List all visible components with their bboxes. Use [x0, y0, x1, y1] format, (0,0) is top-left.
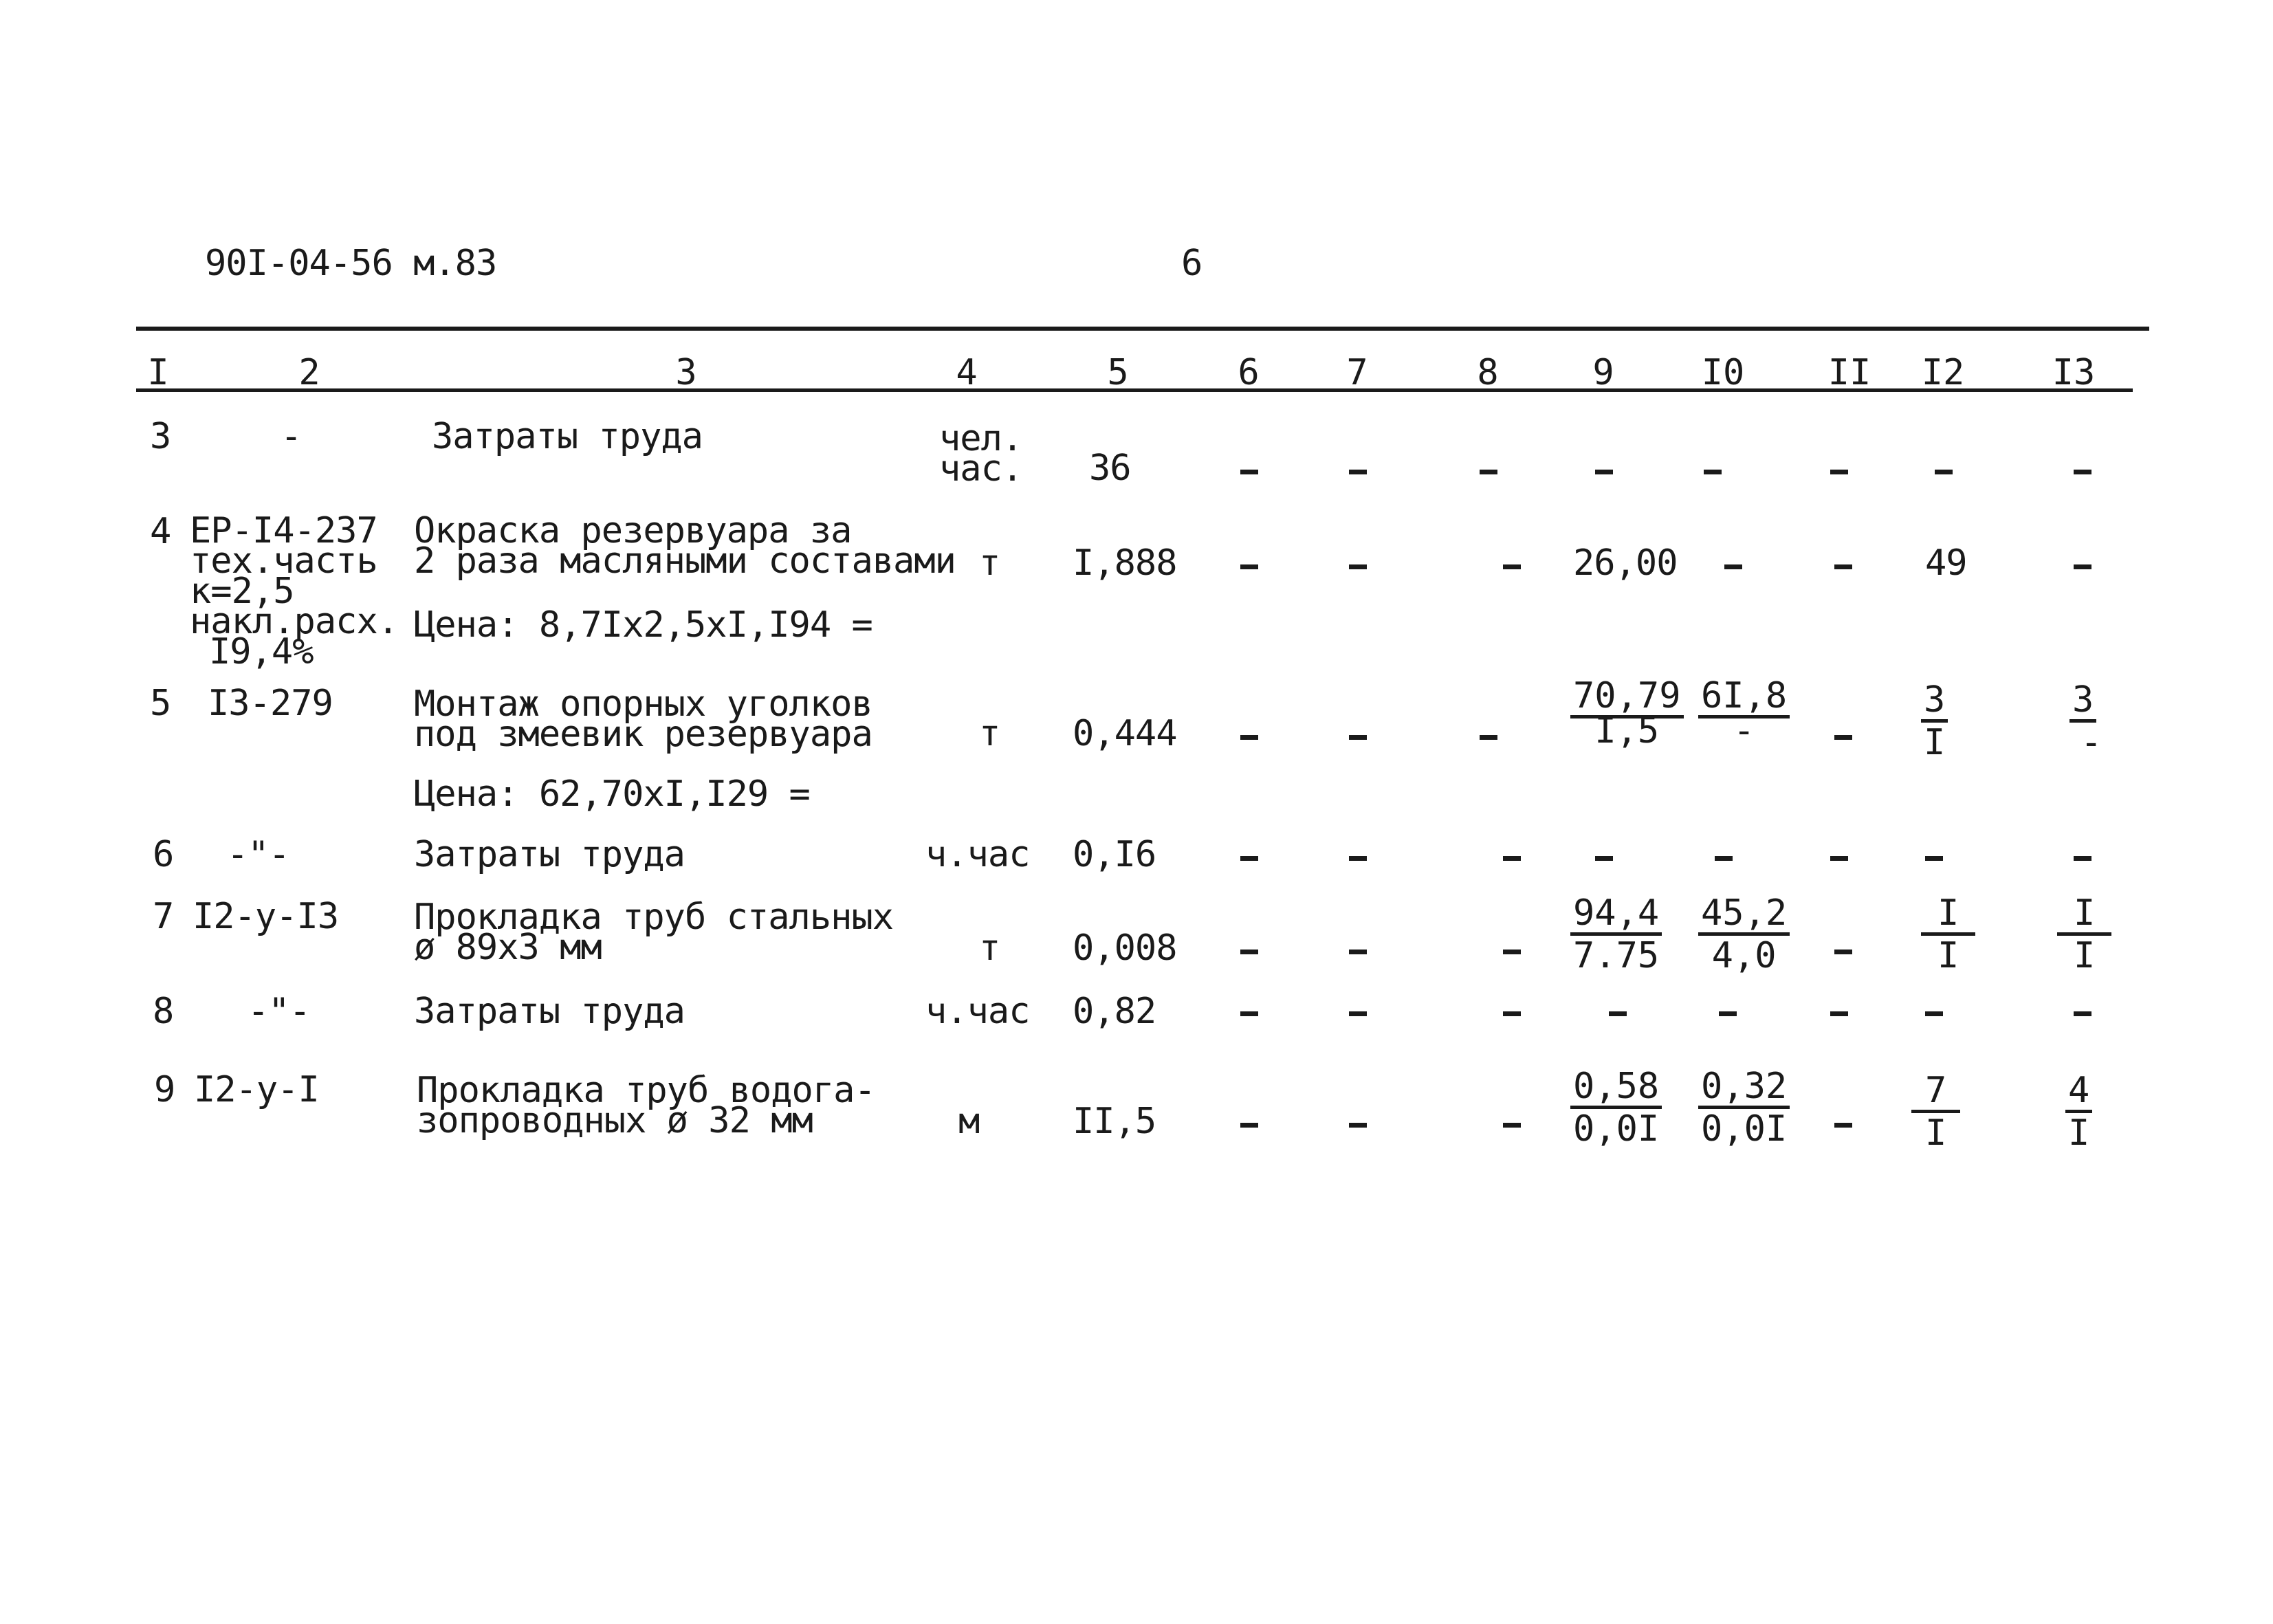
col11-dash	[1834, 735, 1852, 740]
col-header-10: I0	[1701, 352, 1745, 393]
unit: ч.час	[925, 834, 1030, 875]
col9-dash	[1595, 470, 1613, 474]
col9-fraction: $\frac{0,58}{0,0I}$	[1570, 1067, 1662, 1149]
work-description: Монтаж опорных уголков под змеевик резервуара	[414, 683, 872, 755]
empty-dash	[1349, 1011, 1367, 1016]
quantity: I,888	[1073, 542, 1177, 584]
col-header-2: 2	[298, 352, 320, 393]
row-number: 9	[154, 1069, 175, 1110]
col-header-13: I3	[2052, 352, 2096, 393]
row-number: 5	[150, 683, 171, 724]
price-formula: Цена: 62,70хI,I29 =	[414, 773, 810, 815]
col13-fraction: $\frac{I}{I}$	[2057, 894, 2111, 976]
empty-dash	[1240, 564, 1258, 569]
empty-dash	[1240, 1011, 1258, 1016]
work-description: Прокладка труб стальных ø 89х3 мм	[414, 897, 894, 968]
empty-dash	[1240, 856, 1258, 861]
unit: т	[979, 928, 1000, 969]
empty-dash	[1240, 735, 1258, 740]
work-description: Затраты труда	[414, 834, 685, 875]
col11-dash	[1830, 470, 1848, 474]
col12-dash	[1925, 1011, 1943, 1016]
col13-dash	[2074, 564, 2091, 569]
col11-dash	[1830, 1011, 1848, 1016]
col-header-12: I2	[1921, 352, 1965, 393]
col10-fraction: $\frac{45,2}{4,0}$	[1698, 894, 1790, 976]
col13-dash	[2074, 856, 2091, 861]
col9-dash	[1609, 1011, 1627, 1016]
empty-dash	[1503, 950, 1521, 954]
empty-dash	[1349, 735, 1367, 740]
empty-dash	[1349, 1123, 1367, 1128]
col12-dash	[1925, 856, 1943, 861]
empty-dash	[1503, 1123, 1521, 1128]
empty-dash	[1240, 1123, 1258, 1128]
col10-dash	[1724, 564, 1742, 569]
col-header-5: 5	[1107, 352, 1129, 393]
row-number: 8	[153, 991, 174, 1032]
row-number: 7	[153, 896, 174, 937]
quantity: 0,82	[1073, 991, 1156, 1032]
col-header-11: II	[1827, 352, 1871, 393]
rate-code: I2-у-I	[194, 1069, 319, 1110]
row-number: 3	[150, 416, 171, 457]
empty-dash	[1349, 564, 1367, 569]
col-header-7: 7	[1346, 352, 1368, 393]
empty-dash	[1503, 856, 1521, 861]
work-description: Затраты труда	[432, 416, 703, 457]
col-header-9: 9	[1592, 352, 1614, 393]
quantity: II,5	[1073, 1101, 1156, 1142]
col12-fraction: $\frac{I}{I}$	[1921, 894, 1975, 976]
col-header-3: 3	[675, 352, 697, 393]
quantity: 0,I6	[1073, 834, 1156, 875]
rate-code: -	[281, 416, 302, 457]
col9-dash	[1595, 856, 1613, 861]
empty-dash	[1349, 470, 1367, 474]
quantity: 0,008	[1073, 928, 1177, 969]
rate-code: I3-279	[208, 683, 333, 724]
empty-dash	[1503, 564, 1521, 569]
unit: т	[979, 713, 1000, 754]
empty-dash	[1503, 1011, 1521, 1016]
rate-code: -"-	[248, 991, 310, 1032]
quantity: 36	[1089, 448, 1131, 489]
rate-code: ЕР-I4-237 тех.часть к=2,5 накл.расх. I9,4%	[190, 510, 399, 672]
col12-fraction: $\frac{7}{I}$	[1911, 1071, 1960, 1153]
col13-fraction: 3 -	[2064, 681, 2102, 762]
rate-code: -"-	[227, 834, 289, 875]
col9-value: 26,00	[1573, 542, 1678, 584]
empty-dash	[1240, 950, 1258, 954]
work-description: Прокладка труб водога- зопроводных ø 32 мм	[417, 1070, 875, 1141]
col10-fraction: $\frac{0,32}{0,0I}$	[1698, 1067, 1790, 1149]
col11-dash	[1830, 856, 1848, 861]
col-header-4: 4	[956, 352, 978, 393]
col11-dash	[1834, 950, 1852, 954]
unit: т	[979, 542, 1000, 584]
empty-dash	[1349, 950, 1367, 954]
work-description: Затраты труда	[414, 991, 685, 1032]
col10-dash	[1719, 1011, 1737, 1016]
col13-dash	[2074, 1011, 2091, 1016]
quantity: 0,444	[1073, 713, 1177, 754]
row-number: 6	[153, 834, 174, 875]
col-header-8: 8	[1477, 352, 1499, 393]
col12-dash	[1935, 470, 1953, 474]
col11-dash	[1834, 564, 1852, 569]
col9-fraction: $\frac{70,79}{I,5}$	[1570, 677, 1684, 743]
price-formula: Цена: 8,7Iх2,5хI,I94 =	[414, 604, 872, 646]
col12-fraction: $\frac{3}{I}$	[1921, 681, 1948, 762]
unit: чел. час.	[939, 418, 1023, 490]
col9-fraction: $\frac{94,4}{7.75}$	[1570, 894, 1662, 976]
work-description: Окраска резервуара за 2 раза масляными составами	[414, 510, 956, 582]
col11-dash	[1834, 1123, 1852, 1128]
col10-dash	[1715, 856, 1733, 861]
empty-dash	[1349, 856, 1367, 861]
col10-dash	[1704, 470, 1722, 474]
col12-value: 49	[1925, 542, 1967, 584]
rate-code: I2-у-I3	[193, 896, 339, 937]
empty-dash	[1480, 470, 1497, 474]
empty-dash	[1240, 470, 1258, 474]
col-header-1: I	[147, 352, 169, 393]
col13-fraction: $\frac{4}{I}$	[2065, 1071, 2092, 1153]
empty-dash	[1480, 735, 1497, 740]
unit: ч.час	[925, 991, 1030, 1032]
col10-fraction: 6I,8 -	[1698, 677, 1790, 743]
col13-dash	[2074, 470, 2091, 474]
unit: м	[958, 1101, 980, 1142]
table-top-rule	[136, 327, 2149, 331]
row-number: 4	[150, 511, 171, 552]
page-number: 6	[1181, 243, 1203, 284]
col-header-6: 6	[1238, 352, 1260, 393]
document-code: 90I-04-56 м.83	[205, 243, 497, 284]
